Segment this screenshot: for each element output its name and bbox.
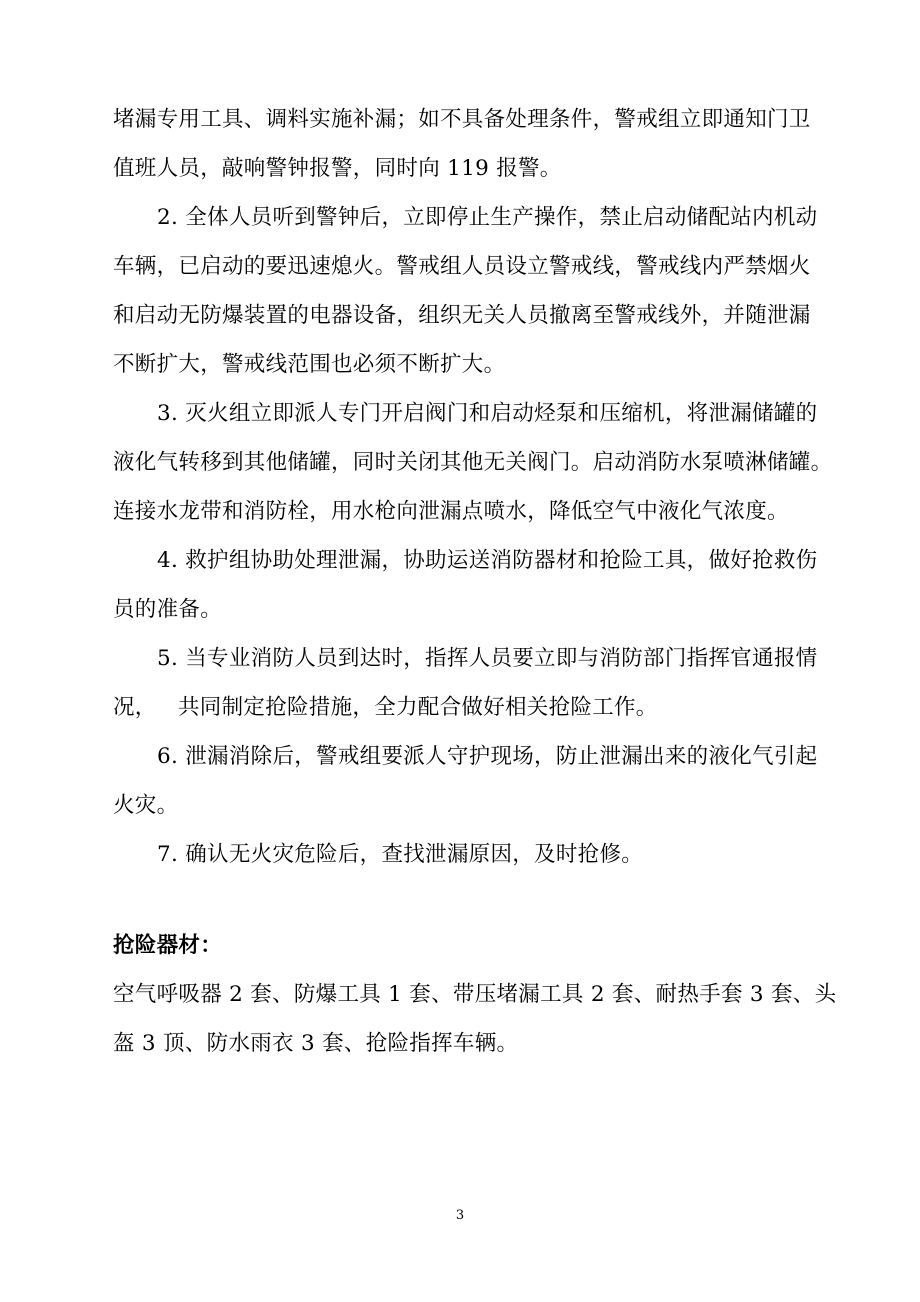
step-2-line: 不断扩大，警戒线范围也必须不断扩大。 (113, 352, 506, 377)
step-2-line: 车辆，已启动的要迅速熄火。警戒组人员设立警戒线，警戒线内严禁烟火 (113, 254, 811, 279)
equipment-line: 空气呼吸器 2 套、防爆工具 1 套、带压堵漏工具 2 套、耐热手套 3 套、头 (113, 982, 837, 1007)
step-6-line: 火灾。 (113, 793, 179, 818)
paragraph-line: 堵漏专用工具、调料实施补漏；如不具备处理条件，警戒组立即通知门卫 (113, 107, 811, 132)
equipment-heading: 抢险器材： (113, 933, 223, 958)
step-2-line: 2. 全体人员听到警钟后，立即停止生产操作，禁止启动储配站内机动 (157, 205, 818, 230)
step-4-line: 4. 救护组协助处理泄漏，协助运送消防器材和抢险工具，做好抢救伤 (157, 548, 818, 573)
step-3-line: 液化气转移到其他储罐，同时关闭其他无关阀门。启动消防水泵喷淋储罐。 (113, 450, 833, 475)
step-6-line: 6. 泄漏消除后，警戒组要派人守护现场，防止泄漏出来的液化气引起 (157, 744, 818, 769)
equipment-line: 盔 3 顶、防水雨衣 3 套、抢险指挥车辆。 (113, 1031, 519, 1056)
step-4-line: 员的准备。 (113, 597, 223, 622)
step-7-line: 7. 确认无火灾危险后，查找泄漏原因，及时抢修。 (157, 842, 644, 867)
step-3-line: 连接水龙带和消防栓，用水枪向泄漏点喷水，降低空气中液化气浓度。 (113, 499, 789, 524)
page-number: 3 (455, 1208, 465, 1223)
paragraph-line: 值班人员，敲响警钟报警，同时向 119 报警。 (113, 156, 562, 181)
step-5-line: 5. 当专业消防人员到达时，指挥人员要立即与消防部门指挥官通报情 (157, 646, 818, 671)
step-5-line: 况， 共同制定抢险措施，全力配合做好相关抢险工作。 (113, 695, 658, 720)
step-2-line: 和启动无防爆装置的电器设备，组织无关人员撤离至警戒线外，并随泄漏 (113, 303, 811, 328)
step-3-line: 3. 灭火组立即派人专门开启阀门和启动烃泵和压缩机，将泄漏储罐的 (157, 401, 818, 426)
